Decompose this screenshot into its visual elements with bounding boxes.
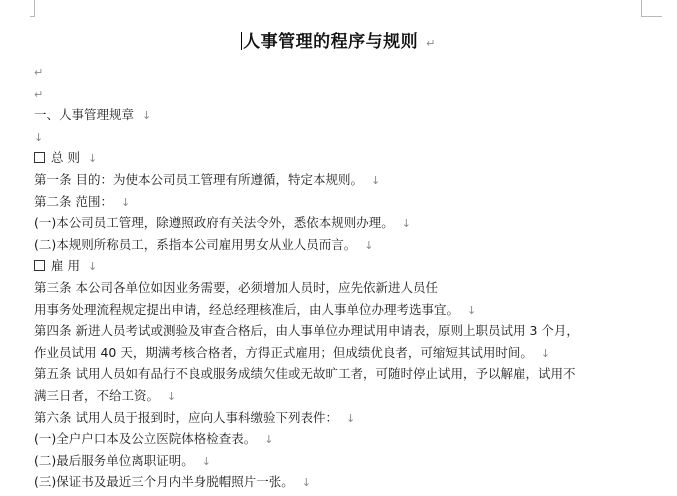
line-break-icon: ↓ [142, 109, 152, 122]
line-break-icon: ↓ [301, 476, 311, 489]
line-break-icon: ↓ [264, 433, 274, 446]
section-heading[interactable]: 一、人事管理规章 ↓ [34, 107, 152, 122]
line-break-icon: ↓ [201, 455, 211, 468]
text-line[interactable]: (三)保证书及最近三个月内半身脱帽照片一张。 ↓ [34, 474, 311, 489]
line-break-icon: ↓ [34, 131, 44, 144]
text-line[interactable]: 第三条 本公司各单位如因业务需要，必须增加人员时，应先依新进人员任 [34, 280, 438, 295]
text-line[interactable]: 作业员试用 40 天，期满考核合格者，方得正式雇用；但成绩优良者，可缩短其试用时间。 ↓ [34, 345, 551, 360]
text-line[interactable]: (一)全户户口本及公立医院体格检查表。 ↓ [34, 431, 274, 446]
line-break-icon: ↓ [87, 260, 98, 273]
text-cursor [241, 32, 242, 50]
line-break-icon: ↓ [370, 174, 381, 187]
line-break-icon: ↓ [87, 152, 98, 165]
text-line[interactable]: 第一条 目的：为使本公司员工管理有所遵循，特定本规则。 ↓ [34, 172, 381, 187]
checkbox-square-icon [34, 260, 45, 271]
text-line[interactable]: (一)本公司员工管理，除遵照政府有关法令外，悉依本规则办理。 ↓ [34, 215, 411, 230]
text-line[interactable]: 第六条 试用人员于报到时，应向人事科缴验下列表件： ↓ [34, 410, 356, 425]
empty-paragraph[interactable] [34, 64, 654, 81]
paragraph-mark-icon: ↵ [426, 37, 436, 50]
empty-line[interactable] [34, 129, 654, 146]
line-break-icon: ↓ [167, 390, 177, 403]
line-break-icon: ↓ [364, 239, 374, 252]
document-title[interactable]: 人事管理的程序与规则 ↵ [243, 32, 436, 52]
line-break-icon: ↓ [120, 196, 131, 209]
checkbox-square-icon [34, 152, 45, 163]
text-line[interactable]: 第五条 试用人员如有品行不良或服务成绩欠佳或无故旷工者，可随时停止试用，予以解雇，试用不 [34, 366, 576, 381]
paragraph-mark-icon: ↵ [34, 88, 44, 101]
margin-corner-top-right [641, 0, 662, 17]
line-break-icon: ↓ [467, 304, 477, 317]
text-line[interactable]: 第四条 新进人员考试或测验及审查合格后，由人事单位办理试用申请表，原则上职员试用 3 个月， [34, 323, 579, 338]
text-line[interactable]: (二)最后服务单位离职证明。 ↓ [34, 453, 211, 468]
text-line[interactable]: 用事务处理流程规定提出申请，经总经理核准后，由人事单位办理考选事宜。 ↓ [34, 302, 477, 317]
text-line[interactable]: 满三日者，不给工资。 ↓ [34, 388, 177, 403]
line-break-icon: ↓ [401, 217, 411, 230]
paragraph-mark-icon: ↵ [34, 66, 44, 79]
chapter-heading[interactable]: 雇 用 ↓ [34, 258, 654, 275]
chapter-heading[interactable]: 总 则 ↓ [34, 150, 654, 167]
margin-corner-top-left [30, 0, 35, 17]
empty-paragraph[interactable] [34, 86, 654, 103]
text-line[interactable]: (二)本规则所称员工，系指本公司雇用男女从业人员而言。 ↓ [34, 237, 374, 252]
line-break-icon: ↓ [540, 347, 551, 360]
line-break-icon: ↓ [345, 412, 356, 425]
text-line[interactable]: 第二条 范围： ↓ [34, 194, 131, 209]
